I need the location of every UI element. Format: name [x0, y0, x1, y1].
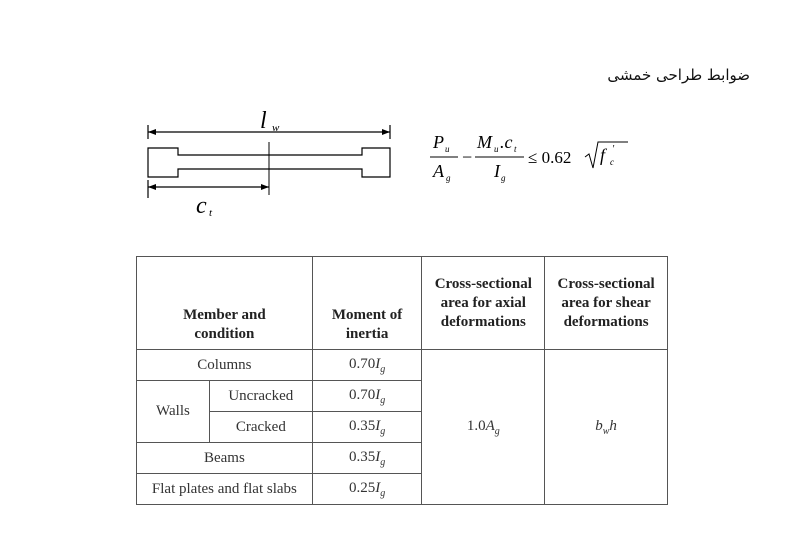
- header-shear: Cross-sectional area for shear deformations: [545, 257, 668, 350]
- row-walls-label: Walls: [137, 381, 210, 443]
- header-axial: Cross-sectional area for axial deformations: [422, 257, 545, 350]
- svg-text:.c: .c: [500, 132, 513, 152]
- svg-text:g: g: [501, 173, 506, 183]
- c-label: c: [196, 193, 207, 219]
- wall-section-diagram: [140, 105, 400, 220]
- length-label: l: [260, 108, 267, 134]
- row-flat-value: $0.25I_g$: [312, 474, 422, 505]
- svg-text:': ': [612, 144, 615, 155]
- svg-text:u: u: [445, 144, 450, 154]
- length-sub: w: [272, 122, 280, 134]
- svg-text:M: M: [477, 132, 492, 152]
- svg-text:c: c: [610, 157, 614, 167]
- row-cracked-value: $0.35I_g$: [312, 412, 422, 443]
- svg-text:−: −: [462, 147, 473, 167]
- row-uncracked-value: $0.70I_g$: [312, 381, 422, 412]
- row-beams-value: $0.35I_g$: [312, 443, 422, 474]
- header-member: Member and condition: [137, 257, 313, 350]
- row-cracked-label: Cracked: [209, 412, 312, 443]
- svg-text:g: g: [446, 173, 451, 183]
- c-sub: t: [209, 207, 213, 219]
- svg-text:u: u: [494, 144, 499, 154]
- row-columns-value: $0.70I_g$: [312, 350, 422, 381]
- shear-area-value: $b_wh$: [545, 350, 668, 505]
- row-flat-label: Flat plates and flat slabs: [137, 474, 313, 505]
- svg-text:≤ 0.62: ≤ 0.62: [528, 148, 572, 167]
- header-moment: Moment of inertia: [312, 257, 422, 350]
- svg-text:t: t: [514, 144, 517, 154]
- row-columns-label: Columns: [137, 350, 313, 381]
- svg-text:f: f: [600, 145, 606, 165]
- axial-area-value: $1.0A_g$: [422, 350, 545, 505]
- row-beams-label: Beams: [137, 443, 313, 474]
- stiffness-table: [136, 256, 668, 505]
- svg-text:P: P: [433, 132, 444, 152]
- design-formula: [430, 130, 630, 190]
- page-title: ضوابط طراحی خمشی: [607, 66, 750, 84]
- svg-text:A: A: [433, 161, 444, 181]
- svg-text:I: I: [494, 161, 500, 181]
- row-uncracked-label: Uncracked: [209, 381, 312, 412]
